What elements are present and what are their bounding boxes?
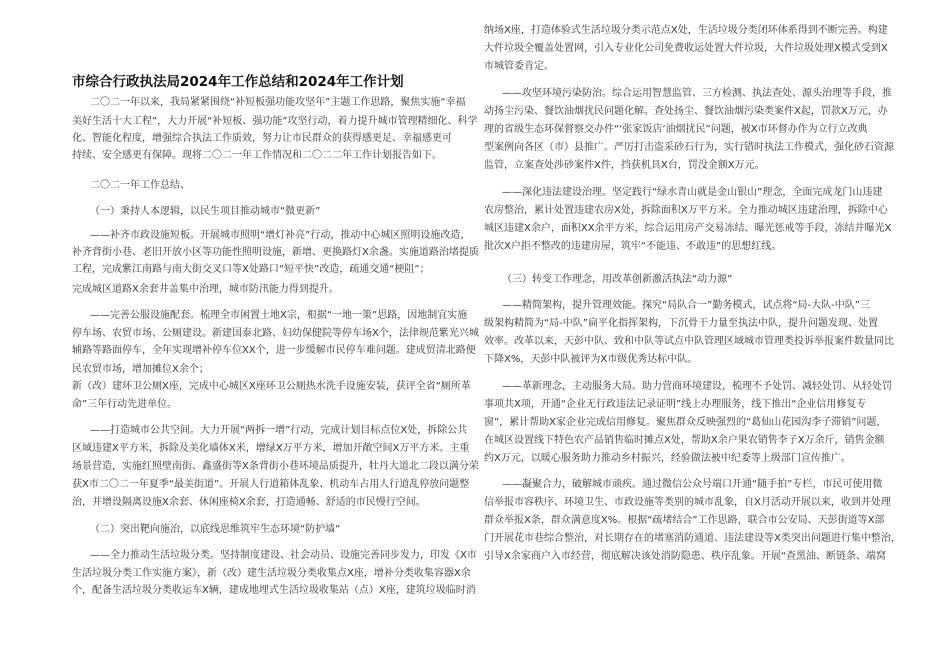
right-column-text-line: 批次X户拒不整改的违建房屋，筑牢“不能违、不敢违”的思想红线。 [484,241,782,252]
right-column-text-line: 引导X余家商户入市经营，彻底解决该处消防隐患、秩序乱象。开展“查黑油、断链条、端窝 [484,551,887,562]
right-column-text-line: 动扬尘污染、餐饮油烟扰民问题化解。查处扬尘、餐饮油烟污染类案件X起，罚款X万元，办 [484,106,888,117]
left-column-text-line: 停车场、农贸市场、公厕建设。新建国泰北路、妇幼保健院等停车场X个，法律规范紫光兴城 [72,328,479,339]
right-column-text-line: 纳场X座，打造体验式生活垃圾分类示范点X处，生活垃圾分类闭环体系得到不断完善。构建 [484,25,888,36]
right-column-text-line: 窗”，累计帮助X家企业完成信用修复。聚焦群众反映强烈的“葛仙山花园沟李子滞销”问题， [484,417,887,428]
right-column-text-line: 效率。改革以来，天彭中队、致和中队等试点中队管理区域城市管理类投诉举报案件数量同比 [484,336,894,347]
right-column-text-line: 信举报市容秩序、环境卫生、市政设施等类别的城市乱象，自X月活动开展以来，收到并处理 [484,497,891,508]
left-column-text-line: 美好生活十大工程”，大力开展“补短板、强功能”攻坚行动，着力提升城市管理精细化、科学 [72,116,478,127]
left-column-text-line: 化、智能化程度，增强综合执法工作质效，努力让市民群众的获得感更足、幸福感更可 [72,133,452,144]
left-column-text-line: 场景营造，实施红照壁南街、鑫盛街等X条背街小巷环境品质提升，牡丹大道北二段以满分荣 [72,461,479,472]
right-column-text-line: 城区违建X余户，面积XX余平方米，综合运用房产交易冻结、曝光惩戒等手段，冻结并曝光X [484,223,892,234]
right-column-text-line: 农房整治，累计处置违建农房X处，拆除面积X万平方米。全力推动城区违建治理，拆除中心 [484,205,888,216]
left-column-text-line: ——完善公服设施配套。梳理全市闲置土地X宗，根据“一地一策”思路，因地制宜实施 [90,310,468,321]
left-column-text-line: 民农贸市场，增加摊位X余个； [72,364,209,375]
left-column-text-line: 区域违建X平方米，拆除及美化墙体X米，增绿X万平方米，增加开敞空间X万平方米。主重 [72,443,470,454]
left-column-text-line: （一）秉持人本逻辑，以民生项目推动城市“微更新” [90,206,321,217]
right-column-text-line: ——革新理念，主动服务大局。助力营商环境建设，梳理不予处罚、减轻处罚、从轻处罚 [502,381,892,392]
left-column-text-line: 生活垃圾分类工作实施方案》，新（改）建生活垃圾分类收集点X座，增补分类收集容器X余 [72,568,471,579]
right-column-text-line: 级架构精简为“局-中队”扁平化指挥架构，下沉骨干力量至执法中队，提升问题发现、处置 [484,318,878,329]
left-column-text-line: 完成城区道路X余套井盖集中治理，城市防汛能力得到提升。 [72,284,339,295]
right-column-text-line: 门开展花市巷综合整治，对长期存在的堵塞消防通道、违法建设等X类突出问题进行集中整治， [484,533,901,544]
left-column-text-line: ——全力推动生活垃圾分类。坚持制度建设、社会动员、设施完善同步发力，印发《X市 [90,550,477,561]
left-column-text-line: 个，配备生活垃圾分类收运车X辆，建成地埋式生活垃圾收集站（点）X座，建筑垃圾临时消 [72,585,476,596]
right-column-text-line: 监管，立案查处涉砂案件X件，挡获机具X台，罚没金额X万元。 [484,160,765,171]
right-column-text-line: ——攻坚环境污染防治。综合运用智慧监管、三方检测、执法查处、源头治理等手段，推 [502,88,892,99]
right-column-text-line: 在城区设置线下特色农产品销售临时摊点X处，帮助X余户果农销售李子X万余斤，销售金额 [484,435,885,446]
right-column-text-line: 大件垃圾全覆盖处置网，引入专业化公司免费收运处置大件垃圾，大件垃圾处理X模式受到X [484,43,888,54]
right-column-text-line: 市城管委肯定。 [484,61,554,72]
right-column-text-line: 约X万元，以暖心服务助力推动乡村振兴，经验做法被中纪委等上级部门宣传推广。 [484,453,851,464]
right-column-text-line: 下降X%，天彭中队被评为X市级优秀达标中队。 [484,354,698,365]
left-column-text-line: 持续、安全感更有保障。现将二〇二一年工作情况和二〇二二年工作计划报告如下。 [72,150,442,161]
left-column-text-line: 命”三年行动先进单位。 [72,399,178,410]
right-column-text-line: 型案例向各区（市）县推广。严厉打击盗采砂石行为，实行错时执法工作模式，强化砂石资源 [484,142,894,153]
left-column-text-line: ——补齐市政设施短板。开展城市照明“增灯补亮”行动，推动中心城区照明设施改造， [90,230,471,241]
left-column-text-line: 二〇二一年工作总结、 [90,180,190,191]
right-column-text-line: ——深化违法建设治理。坚定践行“绿水青山就是金山银山”理念，全面完成龙门山违建 [502,187,883,198]
left-column-text-line: 新（改）建环卫公厕X座，完成中心城区X座环卫公厕热水洗手设施安装，获评全省“厕所革 [72,381,471,392]
left-column-text-line: 补齐背街小巷、老旧开放小区等功能性照明设施，新增、更换路灯X余盏。实施道路治堵提质 [72,247,479,258]
left-column-text-line: ——打造城市公共空间。大力开展“两拆一增”行动，完成计划目标点位X处，拆除公共 [90,425,468,436]
right-column-text-line: ——凝聚合力，破解城市顽疾。通过微信公众号端口开通“随手拍”专栏，市民可使用微 [502,479,883,490]
right-column-text-line: ——精简架构，提升管理效能。探究“局队合一”勤务模式，试点将“局-大队-中队”三 [502,300,870,311]
right-column-text-line: 群众举报X条，群众满意度X%。根据“疏堵结合”工作思路，联合市公安局、天彭街道等X部 [484,515,885,526]
right-column-text-line: （三）转变工作理念，用改革创新激活执法“动力源” [502,274,733,285]
right-column-text-line: 事项共X项，开通“企业无行政违法记录证明”线上办理服务，线下推出“企业信用修复专 [484,399,867,410]
left-column-text-line: 治，并增设隔离设施X余套、休闲座椅X余套，打造通畅、舒适的市民慢行空间。 [72,497,426,508]
left-column-text-line: （二）突出靶向施治，以底线思维筑牢生态环境“防护墙” [90,524,341,535]
right-column-text-line: 理的省级生态环保督察交办件“‘张家饭店’油烟扰民”问题，被X市环督办作为立行立改典 [484,124,868,135]
document-title: 市综合行政执法局2024年工作总结和2024年工作计划 [72,74,404,90]
left-column-text-line: 工程，完成紫江南路与南大街交叉口等X处路口“短平快”改造，疏通交通“梗阻”； [72,264,430,275]
left-column-text-line: 获X市二〇二一年夏季“最美街道”。开展人行道箱体乱象、机动车占用人行道乱停放问题整 [72,479,470,490]
left-column-text-line: 二〇二一年以来，我局紧紧围绕“补短板强功能攻坚年”主题工作思路，聚焦实施“幸福 [90,97,466,108]
left-column-text-line: 辅路等路面停车，全年实现增补停车位XX个，进一步缓解市民停车难问题。建成贸清北路便 [72,345,476,356]
